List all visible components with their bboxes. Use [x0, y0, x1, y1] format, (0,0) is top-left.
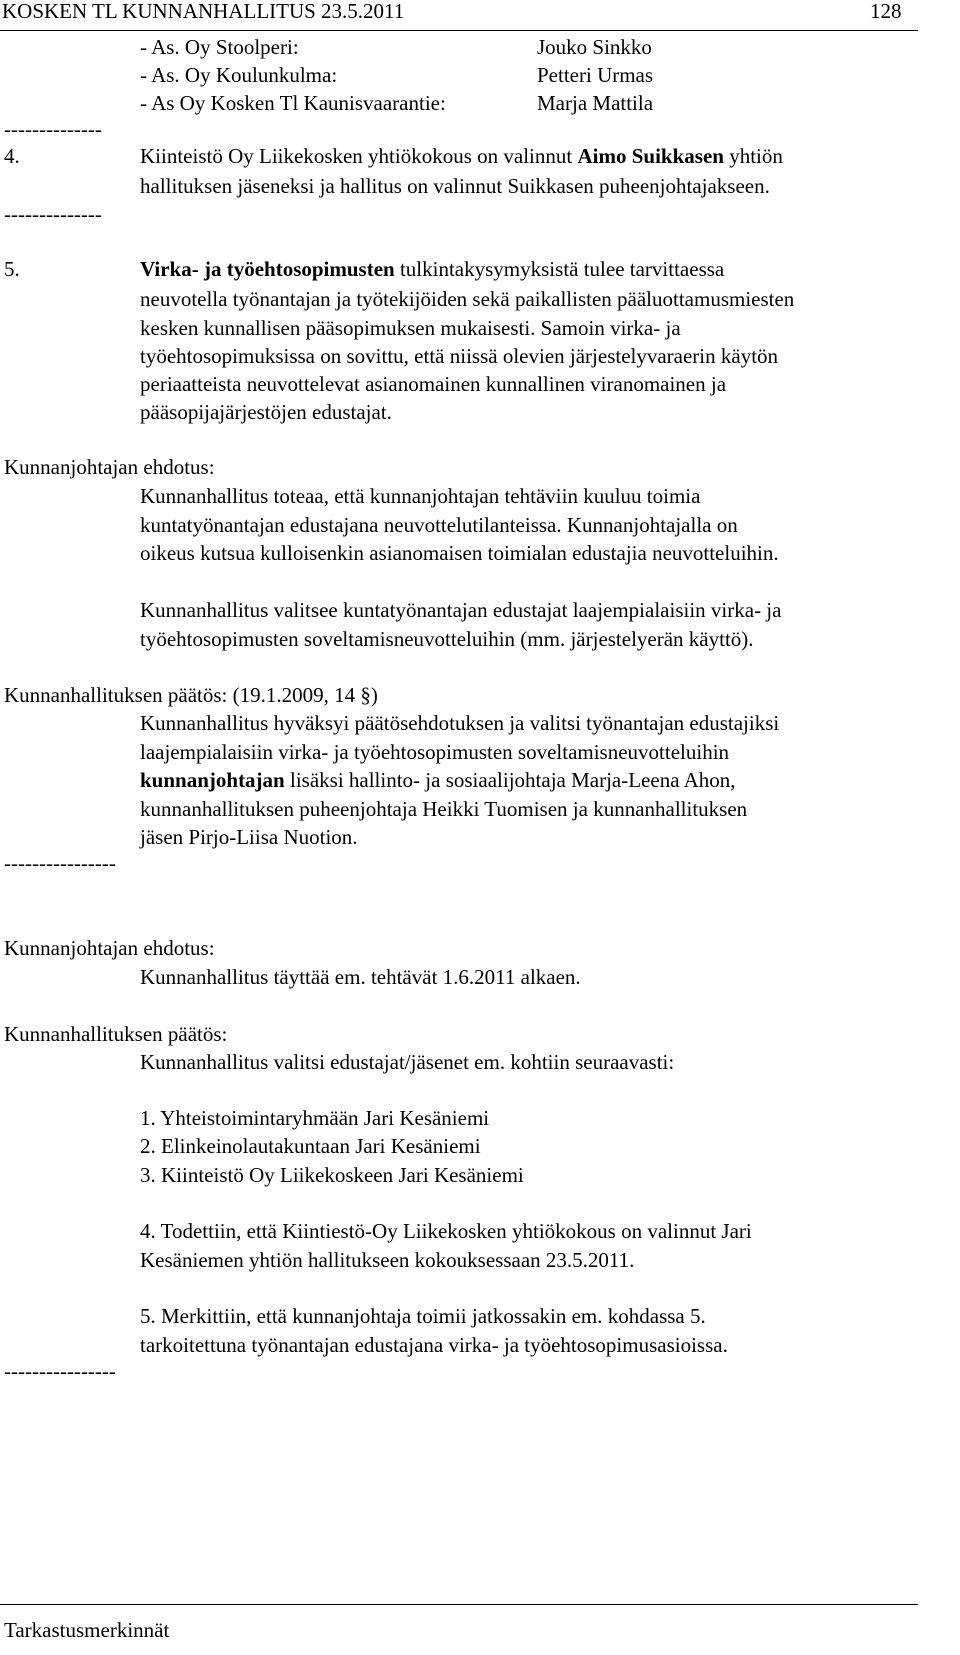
- proposal-line: Kunnanhallitus valitsee kuntatyönantajan edustajat laajempialaisiin virka- ja: [140, 598, 782, 622]
- item5-line: periaatteista neuvottelevat asianomainen kunnallinen viranomainen ja: [140, 372, 727, 396]
- decision-label: Kunnanhallituksen päätös:: [4, 1022, 228, 1046]
- item5-line: neuvotella työnantajan ja työtekijöiden sekä paikallisten pääluottamusmiesten: [140, 287, 795, 311]
- member-company: - As. Oy Koulunkulma:: [140, 63, 338, 87]
- item5-line: kesken kunnallisen pääsopimuksen mukaisesti. Samoin virka- ja: [140, 316, 681, 340]
- page-number: 128: [870, 0, 902, 23]
- list-item: 2. Elinkeinolautakuntaan Jari Kesäniemi: [140, 1134, 481, 1158]
- list-item: 3. Kiinteistö Oy Liikekoskeen Jari Kesäniemi: [140, 1163, 524, 1187]
- proposal-line: Kunnanhallitus toteaa, että kunnanjohtajan tehtäviin kuuluu toimia: [140, 484, 701, 508]
- list-item-5-cont: tarkoitettuna työnantajan edustajana virka- ja työehtosopimusasioissa.: [140, 1333, 728, 1357]
- member-person: Petteri Urmas: [537, 63, 654, 87]
- separator: ----------------: [4, 1359, 116, 1383]
- member-company: - As. Oy Stoolperi:: [140, 35, 299, 59]
- separator: ----------------: [4, 851, 116, 875]
- item5-line: pääsopijajärjestöjen edustajat.: [140, 400, 392, 424]
- item5-line: työehtosopimuksissa on sovittu, että niissä olevien järjestelyvaraerin käytön: [140, 344, 779, 368]
- proposal-line: kuntatyönantajan edustajana neuvottelutilanteissa. Kunnanjohtajalla on: [140, 513, 738, 537]
- member-person: Marja Mattila: [537, 91, 654, 115]
- header-rule: [0, 30, 918, 31]
- proposal-label: Kunnanjohtajan ehdotus:: [4, 936, 215, 960]
- header-title: KOSKEN TL KUNNANHALLITUS 23.5.2011: [2, 0, 405, 23]
- item4-line1: Kiinteistö Oy Liikekosken yhtiökokous on valinnut Aimo Suikkasen yhtiön: [140, 144, 783, 168]
- footer-rule: [0, 1604, 918, 1605]
- decision-line: Kunnanhallitus hyväksyi päätösehdotuksen ja valitsi työnantajan edustajiksi: [140, 711, 780, 735]
- decision-line: jäsen Pirjo-Liisa Nuotion.: [140, 825, 358, 849]
- decision-line: laajempialaisiin virka- ja työehtosopimusten soveltamisneuvotteluihin: [140, 740, 730, 764]
- proposal-label: Kunnanjohtajan ehdotus:: [4, 455, 215, 479]
- footer-label: Tarkastusmerkinnät: [4, 1618, 170, 1642]
- item-number: 4.: [4, 144, 20, 168]
- list-item-4: 4. Todettiin, että Kiintiestö-Oy Liikekosken yhtiökokous on valinnut Jari: [140, 1219, 752, 1243]
- member-company: - As Oy Kosken Tl Kaunisvaarantie:: [140, 91, 446, 115]
- list-item-5: 5. Merkittiin, että kunnanjohtaja toimii jatkossakin em. kohdassa 5.: [140, 1304, 706, 1328]
- decision-intro: Kunnanhallitus valitsi edustajat/jäsenet em. kohtiin seuraavasti:: [140, 1050, 675, 1074]
- item5-line1: Virka- ja työehtosopimusten tulkintakysymyksistä tulee tarvittaessa: [140, 257, 725, 281]
- separator: --------------: [4, 117, 102, 141]
- separator: --------------: [4, 202, 102, 226]
- item4-line2: hallituksen jäseneksi ja hallitus on valinnut Suikkasen puheenjohtajakseen.: [140, 174, 770, 198]
- list-item-4-cont: Kesäniemen yhtiön hallitukseen kokouksessaan 23.5.2011.: [140, 1248, 635, 1272]
- decision-line: kunnanjohtajan lisäksi hallinto- ja sosiaalijohtaja Marja-Leena Ahon,: [140, 768, 736, 792]
- proposal-line: työehtosopimusten soveltamisneuvotteluihin (mm. järjestelyerän käyttö).: [140, 627, 754, 651]
- proposal-line: oikeus kutsua kulloisenkin asianomaisen toimialan edustajia neuvotteluihin.: [140, 541, 779, 565]
- proposal-text: Kunnanhallitus täyttää em. tehtävät 1.6.2011 alkaen.: [140, 965, 581, 989]
- decision-line: kunnanhallituksen puheenjohtaja Heikki Tuomisen ja kunnanhallituksen: [140, 797, 748, 821]
- list-item: 1. Yhteistoimintaryhmään Jari Kesäniemi: [140, 1106, 490, 1130]
- decision-label: Kunnanhallituksen päätös: (19.1.2009, 14 §): [4, 683, 378, 707]
- item-number: 5.: [4, 257, 20, 281]
- member-person: Jouko Sinkko: [537, 35, 652, 59]
